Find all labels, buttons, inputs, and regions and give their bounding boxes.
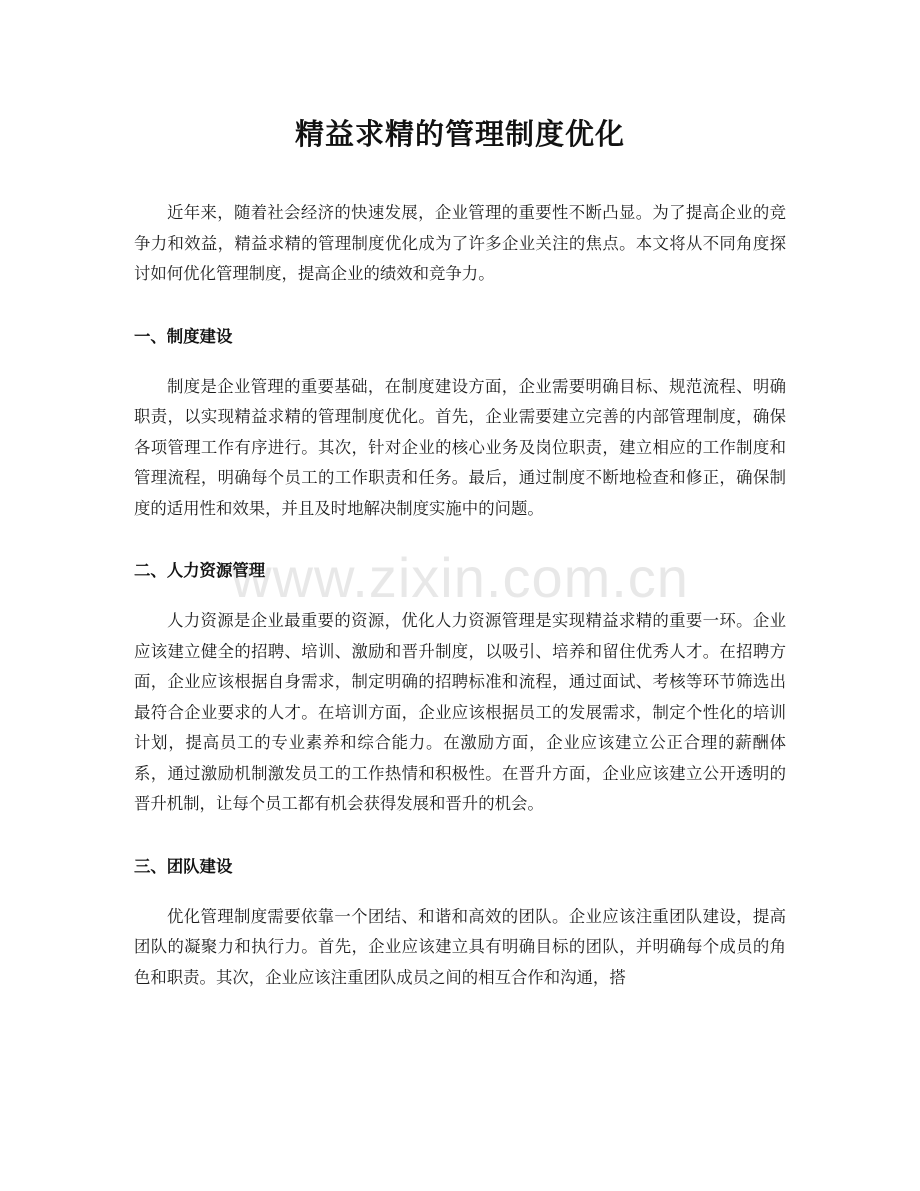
section-heading-system-building: 一、制度建设 <box>134 326 233 346</box>
section-body-team-building: 优化管理制度需要依靠一个团结、和谐和高效的团队。企业应该注重团队建设，提高团队的凝聚力和执行力。首先，企业应该建立具有明确目标的团队，并明确每个成员的角色和职责。其次，企业应该注重团队成员之间的相互合作和沟通，搭 <box>134 906 786 987</box>
intro-paragraph: 近年来，随着社会经济的快速发展，企业管理的重要性不断凸显。为了提高企业的竞争力和效益，精益求精的管理制度优化成为了许多企业关注的焦点。本文将从不同角度探讨如何优化管理制度，提高企业的绩效和竞争力。 <box>134 203 786 283</box>
section-heading-human-resources: 二、人力资源管理 <box>134 561 266 580</box>
section-body-human-resources: 人力资源是企业最重要的资源，优化人力资源管理是实现精益求精的重要一环。企业应该建立健全的招聘、培训、激励和晋升制度，以吸引、培养和留住优秀人才。在招聘方面，企业应该根据自身需求，制定明确的招聘标准和流程，通过面试、考核等环节筛选出最符合企业要求的人才。在培训方面，企业应该根据员工的发展需求，制定个性化的培训计划，提高员工的专业素养和综合能力。在激励方面，企业应该建立公正合理的薪酬体系，通过激励机制激发员工的工作热情和积极性。在晋升方面，企业应该建立公开透明的晋升机制，让每个员工都有机会获得发展和晋升的机会。 <box>134 611 786 813</box>
section-body-system-building: 制度是企业管理的重要基础，在制度建设方面，企业需要明确目标、规范流程、明确职责，以实现精益求精的管理制度优化。首先，企业需要建立完善的内部管理制度，确保各项管理工作有序进行。其次，针对企业的核心业务及岗位职责，建立相应的工作制度和管理流程，明确每个员工的工作职责和任务。最后，通过制度不断地检查和修正，确保制度的适用性和效果，并且及时地解决制度实施中的问题。 <box>134 376 786 518</box>
watermark: www.zixin.com.cn <box>231 546 689 609</box>
section-heading-team-building: 三、团队建设 <box>134 856 233 876</box>
document-title: 精益求精的管理制度优化 <box>294 117 625 151</box>
